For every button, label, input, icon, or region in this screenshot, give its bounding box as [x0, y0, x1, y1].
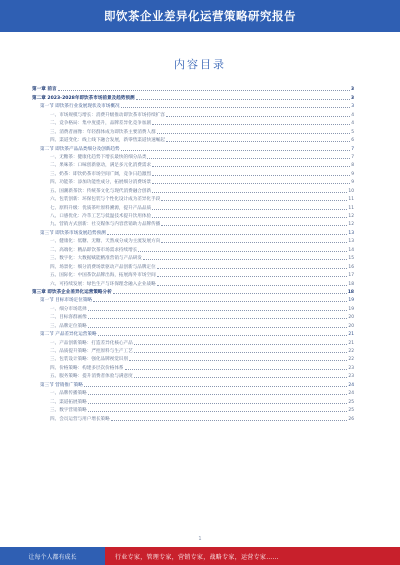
toc-leader-dots — [152, 192, 347, 193]
toc-entry-page: 13 — [348, 239, 354, 245]
toc-entry-page: 22 — [348, 357, 354, 363]
toc-entry-label: 五、国际化：中国茶饮品牌出海，拓展海外市场空间 — [50, 273, 156, 279]
toc-leader-dots — [166, 116, 350, 117]
toc-entry[interactable] — [32, 312, 354, 320]
toc-leader-dots — [58, 90, 350, 91]
toc-leader-dots — [88, 403, 348, 404]
toc-entry-page: 25 — [348, 399, 354, 405]
toc-entry[interactable] — [32, 337, 354, 345]
toc-entry-page: 23 — [348, 374, 354, 380]
toc-leader-dots — [157, 276, 348, 277]
toc-entry-label: 第三章 即饮茶企业差异化运营策略分析 — [32, 289, 112, 295]
toc-entry[interactable] — [32, 346, 354, 354]
toc-leader-dots — [88, 318, 348, 319]
toc-entry-page: 11 — [348, 197, 354, 203]
toc-entry[interactable] — [32, 253, 354, 261]
toc-leader-dots — [161, 200, 347, 201]
toc-entry[interactable] — [32, 227, 354, 235]
toc-leader-dots — [98, 335, 348, 336]
toc-entry-label: 三、数字营销策略 — [50, 408, 87, 414]
toc-entry-label: 四、会员运营与用户增长策略 — [50, 416, 110, 422]
toc-leader-dots — [161, 225, 347, 226]
toc-entry-label: 二、渠道拓展策略 — [50, 399, 87, 405]
toc-leader-dots — [88, 411, 348, 412]
toc-leader-dots — [129, 360, 347, 361]
toc-entry[interactable] — [32, 135, 354, 143]
toc-entry-label: 六、包装创新：环保包装与个性化设计成为差异化手段 — [50, 197, 161, 203]
toc-leader-dots — [157, 268, 348, 269]
toc-entry-page: 25 — [348, 408, 354, 414]
toc-leader-dots — [143, 259, 348, 260]
toc-entry-label: 三、包装设计策略：强化品牌视觉识别 — [50, 357, 129, 363]
toc-entry[interactable] — [32, 168, 354, 176]
toc-entry-page: 12 — [348, 214, 354, 219]
toc-entry-label: 三、品牌定位策略 — [50, 323, 87, 329]
toc-entry-page: 16 — [348, 264, 354, 270]
toc-entry-page: 3 — [351, 104, 354, 110]
toc-entry-label: 第一节 即饮茶行业发展现状及市场概况 — [40, 104, 120, 110]
toc-entry-label: 一、市场规模与增长：消费升级推动即饮茶市场持续扩容 — [50, 112, 165, 118]
toc-leader-dots — [134, 352, 348, 353]
toc-entry-label: 五、服务策略：提升消费者体验与满意度 — [50, 374, 133, 380]
toc-leader-dots — [113, 293, 347, 294]
toc-entry-page: 10 — [348, 188, 354, 194]
toc-entry-page: 22 — [348, 349, 354, 354]
toc-entry-page: 18 — [347, 289, 354, 295]
toc-leader-dots — [84, 386, 348, 387]
toc-entry-label: 二、目标客群画像 — [50, 315, 87, 321]
toc-entry-page: 9 — [351, 180, 354, 186]
toc-entry[interactable] — [32, 354, 354, 362]
toc-entry[interactable] — [32, 261, 354, 269]
toc-entry-page: 17 — [348, 273, 354, 279]
toc-leader-dots — [88, 394, 348, 395]
toc-entry-label: 二、果味茶：口味创新驱动，满足多元化消费需求 — [50, 163, 152, 169]
toc-leader-dots — [147, 158, 350, 159]
toc-leader-dots — [88, 310, 348, 311]
toc-entry-label: 八、口感优化：冷萃工艺与低温技术提升饮用体验 — [50, 214, 152, 219]
toc-entry-label: 一、品牌传播策略 — [50, 391, 87, 397]
toc-entry[interactable] — [32, 152, 354, 160]
toc-entry[interactable] — [32, 379, 354, 387]
toc-entry-page: 4 — [351, 112, 354, 118]
toc-leader-dots — [134, 344, 348, 345]
toc-entry-page: 18 — [348, 281, 354, 287]
toc-leader-dots — [157, 133, 351, 134]
toc-leader-dots — [134, 377, 348, 378]
toc-entry[interactable] — [32, 270, 354, 278]
toc-entry-page: 20 — [348, 315, 354, 321]
footer-tagline: 行业专家，管理专家，营销专家，战略专家，运营专家…… — [105, 547, 400, 565]
toc-entry-label: 九、营销方式创新：社交媒体与内容营销助力品牌传播 — [50, 222, 161, 228]
toc-entry[interactable] — [32, 160, 354, 168]
toc-entry[interactable] — [32, 194, 354, 202]
toc-entry-label: 二、高端化：精品即饮茶市场需求持续增长 — [50, 247, 138, 253]
toc-entry[interactable] — [32, 126, 354, 134]
toc-leader-dots — [107, 234, 348, 235]
toc-leader-dots — [152, 175, 350, 176]
toc-leader-dots — [161, 242, 347, 243]
toc-entry-page: 8 — [351, 163, 354, 169]
toc-entry[interactable] — [32, 405, 354, 413]
toc-entry-page: 3 — [350, 95, 354, 101]
toc-entry-label: 二、品质提升策略：严控原料与生产工艺 — [50, 349, 133, 354]
footer-banner — [0, 547, 400, 565]
toc-entry-label: 一、细分市场选择 — [50, 306, 87, 312]
toc-heading: 内容目录 — [174, 58, 226, 71]
toc-entry-label: 七、原料升级：优质茶叶原料溯源，提升产品品质 — [50, 205, 152, 211]
toc-entry[interactable] — [32, 244, 354, 252]
toc-leader-dots — [166, 141, 350, 142]
toc-entry-page: 3 — [350, 87, 354, 93]
toc-leader-dots — [121, 150, 351, 151]
toc-entry-page: 12 — [348, 222, 354, 228]
toc-entry[interactable] — [32, 329, 354, 337]
toc-entry-page: 6 — [351, 138, 354, 144]
toc-entry-label: 一、无糖茶：健康化趋势下增长最快的细分品类 — [50, 154, 147, 160]
toc-entry[interactable] — [32, 287, 354, 295]
toc-leader-dots — [152, 217, 347, 218]
toc-entry-label: 第二节 即饮茶产品品类细分及创新趋势 — [40, 146, 120, 152]
toc-entry[interactable] — [32, 202, 354, 210]
toc-entry[interactable] — [32, 413, 354, 421]
toc-entry-page: 26 — [348, 416, 354, 422]
toc-entry-page: 24 — [348, 391, 354, 397]
toc-entry[interactable] — [32, 303, 354, 311]
toc-entry-label: 第一章 前言 — [32, 87, 57, 93]
toc-entry[interactable] — [32, 371, 354, 379]
footer-slogan: 让每个人都有成长 — [0, 547, 105, 565]
toc-entry-label: 四、渠道变化：线上线下融合发展，新零售渠道快速崛起 — [50, 138, 165, 144]
toc-entry-page: 21 — [348, 340, 354, 346]
toc-leader-dots — [125, 369, 348, 370]
toc-entry[interactable] — [32, 101, 354, 109]
toc-entry-label: 三、奶茶：即饮奶茶市场空间广阔，竞争日趋激烈 — [50, 171, 152, 177]
toc-entry-label: 一、健康化：低糖、无糖、天然成分成为主流发展方向 — [50, 239, 161, 245]
toc-entry-page: 11 — [348, 205, 354, 211]
toc-entry-page: 24 — [348, 382, 354, 388]
toc-entry[interactable] — [32, 295, 354, 303]
toc-entry-page: 7 — [351, 154, 354, 160]
toc-entry-label: 第一节 目标市场定位策略 — [40, 298, 92, 304]
toc-entry-label: 四、场景化：细分消费场景驱动产品创新与品牌定位 — [50, 264, 156, 270]
toc-entry-page: 7 — [351, 146, 354, 152]
toc-entry[interactable] — [32, 362, 354, 370]
toc-entry-label: 第二节 产品差异化运营策略 — [40, 332, 97, 338]
toc-leader-dots — [93, 301, 347, 302]
toc-leader-dots — [152, 209, 347, 210]
toc-entry-label: 四、功能茶：添加功能性成分，拓展细分消费场景 — [50, 180, 152, 186]
toc-leader-dots — [157, 285, 348, 286]
report-title: 即饮茶企业差异化运营策略研究报告 — [104, 9, 296, 23]
toc-entry-page: 21 — [348, 332, 354, 338]
toc-entry-page: 15 — [348, 256, 354, 262]
toc-entry-page: 19 — [348, 306, 354, 312]
toc-entry[interactable] — [32, 236, 354, 244]
toc-entry-label: 三、消费者画像：年轻群体成为即饮茶主要消费人群 — [50, 129, 156, 135]
toc-entry[interactable] — [32, 211, 354, 219]
toc-leader-dots — [152, 166, 350, 167]
toc-leader-dots — [152, 124, 350, 125]
toc-entry-page: 4 — [351, 121, 354, 127]
toc-entry-label: 第二章 2023-2028年即饮茶市场前景及趋势预测 — [32, 95, 135, 101]
toc-entry-page: 20 — [348, 323, 354, 329]
header-banner — [0, 0, 400, 32]
toc-entry[interactable] — [32, 396, 354, 404]
toc-leader-dots — [121, 107, 351, 108]
table-of-contents — [32, 84, 354, 422]
toc-entry-page: 13 — [348, 230, 354, 236]
toc-entry[interactable] — [32, 278, 354, 286]
toc-entry-label: 第三节 即饮茶市场发展趋势预测 — [40, 230, 106, 236]
toc-leader-dots — [88, 327, 348, 328]
toc-leader-dots — [138, 251, 347, 252]
toc-entry[interactable] — [32, 320, 354, 328]
page-number: 1 — [198, 536, 202, 542]
toc-entry-page: 9 — [351, 171, 354, 177]
toc-entry-label: 第三节 营销推广策略 — [40, 382, 83, 388]
toc-entry-page: 5 — [351, 129, 354, 135]
toc-entry-label: 六、可持续发展：绿色生产与环保理念融入企业战略 — [50, 281, 156, 287]
toc-entry[interactable] — [32, 84, 354, 92]
toc-leader-dots — [136, 99, 350, 100]
toc-entry[interactable] — [32, 92, 354, 100]
toc-entry[interactable] — [32, 109, 354, 117]
toc-entry[interactable] — [32, 143, 354, 151]
toc-entry-label: 二、竞争格局：集中度提升，品牌差异化竞争加剧 — [50, 121, 152, 127]
toc-entry-page: 14 — [348, 247, 354, 253]
toc-entry-page: 23 — [348, 365, 354, 371]
toc-entry-label: 四、价格策略：构建多层次价格体系 — [50, 365, 124, 371]
toc-entry[interactable] — [32, 219, 354, 227]
toc-entry[interactable] — [32, 185, 354, 193]
toc-leader-dots — [152, 183, 350, 184]
toc-entry[interactable] — [32, 177, 354, 185]
toc-entry-label: 一、产品创新策略：打造差异化核心产品 — [50, 340, 133, 346]
toc-entry[interactable] — [32, 118, 354, 126]
toc-entry-page: 19 — [348, 298, 354, 304]
toc-entry-label: 三、数字化：大数据赋能精准营销与产品研发 — [50, 256, 142, 262]
toc-entry-label: 五、国潮新茶饮：传统茶文化与现代消费融合创新 — [50, 188, 152, 194]
toc-leader-dots — [111, 420, 348, 421]
toc-entry[interactable] — [32, 388, 354, 396]
